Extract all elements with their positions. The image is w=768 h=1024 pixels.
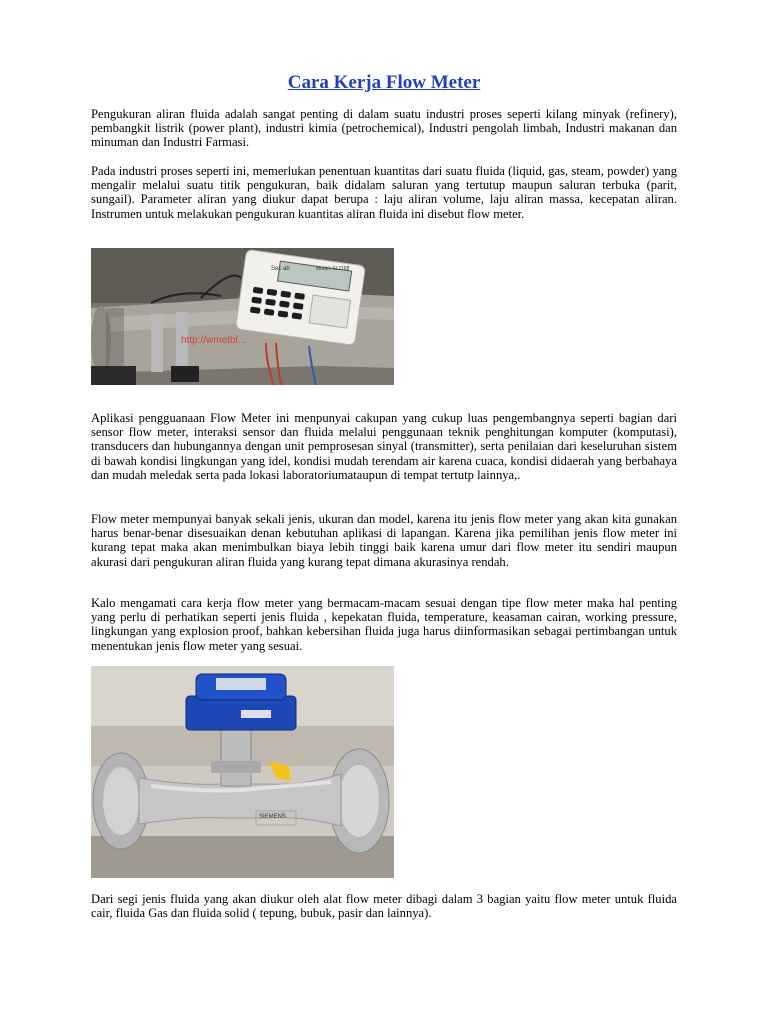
paragraph-application: Aplikasi pengguanaan Flow Meter ini menpunyai cakupan yang cukup luas pengembangnya seperti bagian dari sensor flow meter, interaksi sensor dan fluida melalui penggunaan teknik penghitungan komputer (komputasi), transducers dan hubungannya dengan unit pemprosesan sinyal (transmitter), serta penilaian dari keseluruhan sistem di bawah kondisi lingkungan yang idel, kondisi mudah terendam air karena cuaca, kondisi didaerah yang berbahaya dan mudah meledak serta pada lokasi laboratoriumataupun di tempat tertutp lainnya,. xyxy=(91,411,677,482)
paragraph-process-industry: Pada industri proses seperti ini, memerlukan penentuan kuantitas dari suatu fluida (liquid, gas, steam, powder) yang mengalir melalui suatu titik pengukuran, baik didalam saluran yang tertutup maupun saluran terbuka (parit, sungail). Parameter aliran yang diukur dapat berupa : laju aliran volume, laju aliran massa, kecepatan aliran. Instrumen untuk melakukan pengukuran kuantitas aliran fluida ini disebut flow meter. xyxy=(91,164,677,221)
device-brand: Sec ab xyxy=(271,266,290,272)
watermark-text: http://wmetbl... xyxy=(181,335,247,346)
paragraph-intro: Pengukuran aliran fluida adalah sangat penting di dalam suatu industri proses seperti kilang minyak (refinery), pembangkit listrik (power plant), industri kimia (petrochemical), Industri pengolah limbah, Industri makanan dan minuman dan Industri Farmasi. xyxy=(91,107,677,150)
flanged-flow-meter-photo xyxy=(91,666,394,878)
paragraph-types: Flow meter mempunyai banyak sekali jenis, ukuran dan model, karena itu jenis flow meter yang akan kita gunakan harus benar-benar disesuaikan denan kebutuhan aplikasi di lapangan. Karena jika pemilihan jenis flow meter ini kurang tepat maka akan menimbulkan biaya lebih tinggi baik karena umur dari flow meter itu sendiri maupun akurasi dari pengukuran aliran fluida yang kurang tepat dimana akurasinya rendah. xyxy=(91,512,677,569)
device-model: Model: SL1168 xyxy=(316,266,350,272)
paragraph-considerations: Kalo mengamati cara kerja flow meter yang bermacam-macam sesuai dengan tipe flow meter maka hal penting yang perlu di perhatikan seperti jenis fluida , kepekatan fluida, temperature, keasaman cairan, working pressure, lingkungan yang explosion proof, bahkan kebersihan fluida juga harus diinformasikan sebagai pertimbangan untuk menentukan jenis flow meter yang sesuai. xyxy=(91,596,677,653)
document-title: Cara Kerja Flow Meter xyxy=(287,72,481,93)
paragraph-fluid-types: Dari segi jenis fluida yang akan diukur oleh alat flow meter dibagi dalam 3 bagian yaitu flow meter untuk fluida cair, fluida Gas dan fluida solid ( tepung, bubuk, pasir dan lainnya). xyxy=(91,892,677,921)
siemens-label: SIEMENS xyxy=(259,814,287,820)
flow-meter-pipe-photo xyxy=(91,248,394,385)
